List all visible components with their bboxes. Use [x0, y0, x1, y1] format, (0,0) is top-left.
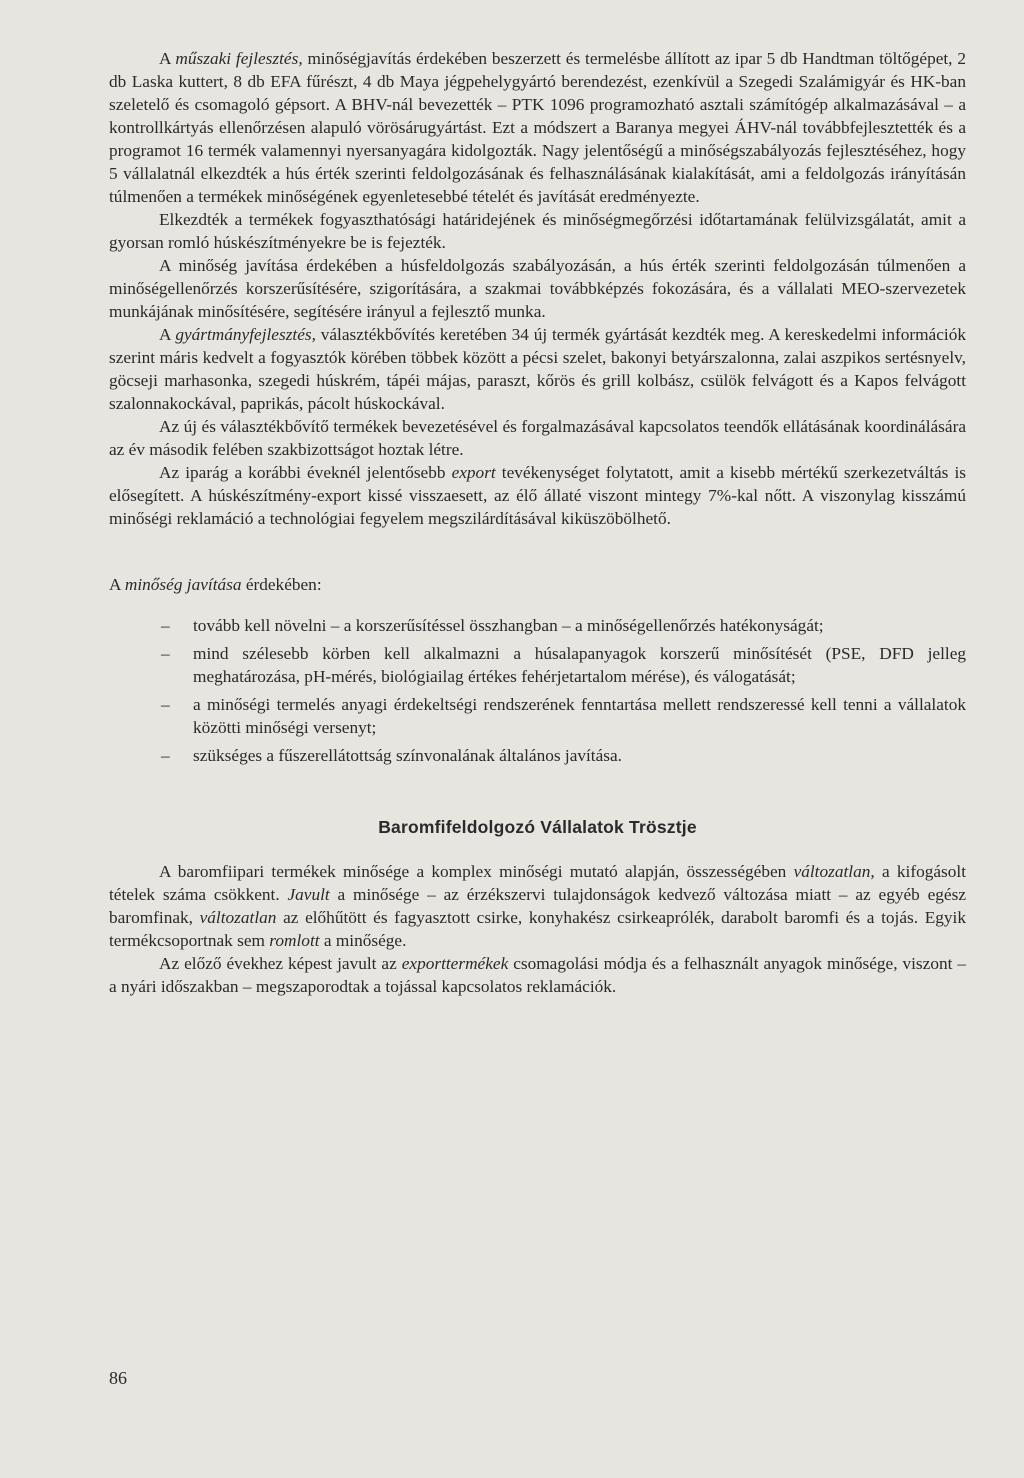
- paragraph: Elkezdték a termékek fogyaszthatósági határidejének és minőségmegőrzési időtartamának felülvizsgálatát, amit a gyorsan romló húskészítményekre be is fejezték.: [109, 210, 966, 252]
- section-heading: Baromfifeldolgozó Vállalatok Trösztje: [378, 817, 697, 837]
- paragraph: A baromfiipari termékek minősége a komplex minőségi mutató alapján, összességében változatlan, a kifogásolt tételek száma csökkent. Javult a minősége – az érzékszervi tulajdonságok kedvező változása miatt – az egyéb egész baromfinak, változatlan az előhűtött és fagyasztott csirke, konyhakész csirkeaprólék, darabolt baromfi és a tojás. Egyik termékcsoportnak sem romlott a minősége.: [109, 862, 967, 950]
- list-intro: A minőség javítása érdekében:: [109, 575, 322, 594]
- list-item: – szükséges a fűszerellátottság színvonalának általános javítása.: [161, 746, 622, 765]
- recommendation-list: [109, 614, 966, 767]
- dash-bullet: –: [161, 644, 170, 663]
- list-item: – mind szélesebb körben kell alkalmazni a húsalapanyagok korszerű minősítését (PSE, DFD jelleg meghatározása, pH-mérés, biológiailag értékes fehérjetartalom mérése), és válogatását;: [161, 644, 966, 686]
- dash-bullet: –: [161, 746, 170, 765]
- list-item: – a minőségi termelés anyagi érdekeltségi rendszerének fenntartása mellett rendszeressé kell tenni a vállalatok közötti minőségi versenyt;: [161, 695, 966, 737]
- paragraph: A műszaki fejlesztés, minőségjavítás érdekében beszerzett és termelésbe állított az ipar 5 db Handtman töltőgépet, 2 db Laska kuttert, 8 db EFA fűrészt, 4 db Maya jégpehelygyártó berendezést, ezenkívül a Szegedi Szalámigyár és HK-ban szeletelő és csomagoló gépsort. A BHV-nál bevezették – PTK 1096 programozható asztali számítógép alkalmazásával – a kontrollkártyás ellenőrzésen alapuló vörösárugyártást. Ezt a módszert a Baranya megyei ÁHV-nál továbbfejlesztették és a programot 16 termék valamennyi nyersanyagára kidolgozták. Nagy jelentőségű a minőségszabályozás fejlesztéséhez, hogy 5 vállalatnál elkezdték a hús érték szerinti feldolgozásának és felhasználásának kialakítását, ami a feldolgozás irányításán túlmenően a termékek minőségének egyenletesebbé tételét és javítását eredményezte.: [109, 49, 966, 206]
- paragraph: Az előző évekhez képest javult az exporttermékek csomagolási módja és a felhasznált anyagok minősége, viszont – a nyári időszakban – megszaporodtak a tojással kapcsolatos reklamációk.: [109, 954, 966, 996]
- paragraph: Az új és választékbővítő termékek bevezetésével és forgalmazásával kapcsolatos teendők ellátásának koordinálására az év második felében szakbizottságot hoztak létre.: [109, 417, 966, 459]
- text-section-meat-industry: [109, 47, 966, 530]
- paragraph: Az iparág a korábbi éveknél jelentősebb export tevékenységet folytatott, amit a kisebb mértékű szerkezetváltás is elősegített. A húskészítmény-export kissé visszaesett, az élő állaté viszont mintegy 7%-kal nőtt. A viszonylag kisszámú minőségi reklamáció a technológiai fegyelem megszilárdításával kiküszöbölhető.: [109, 463, 966, 528]
- paragraph: A gyártmányfejlesztés, választékbővítés keretében 34 új termék gyártását kezdték meg. A kereskedelmi információk szerint máris kedvelt a fogyasztók körében többek között a pécsi szelet, bakonyi betyárszalonna, zalai aszpikos sertésnyelv, göcseji marhasonka, szegedi húskrém, tápéi májas, paraszt, kőrös és grill kolbász, csülök felvágott és a Kapos felvágott szalonnakockával, paprikás, pácolt húskockával.: [109, 325, 966, 413]
- list-item: – tovább kell növelni – a korszerűsítéssel összhangban – a minőségellenőrzés hatékonyságát;: [161, 616, 824, 635]
- page-number: 86: [109, 1368, 127, 1388]
- dash-bullet: –: [161, 695, 170, 714]
- paragraph: A minőség javítása érdekében a húsfeldolgozás szabályozásán, a hús érték szerinti feldolgozásán túlmenően a minőségellenőrzés korszerűsítésére, szigorítására, a szakmai továbbképzés fokozására, és a vállalati MEO-szervezetek munkájának minősítésére, segítésére irányul a fejlesztő munka.: [109, 256, 966, 321]
- text-section-poultry: [109, 860, 966, 998]
- dash-bullet: –: [161, 616, 170, 635]
